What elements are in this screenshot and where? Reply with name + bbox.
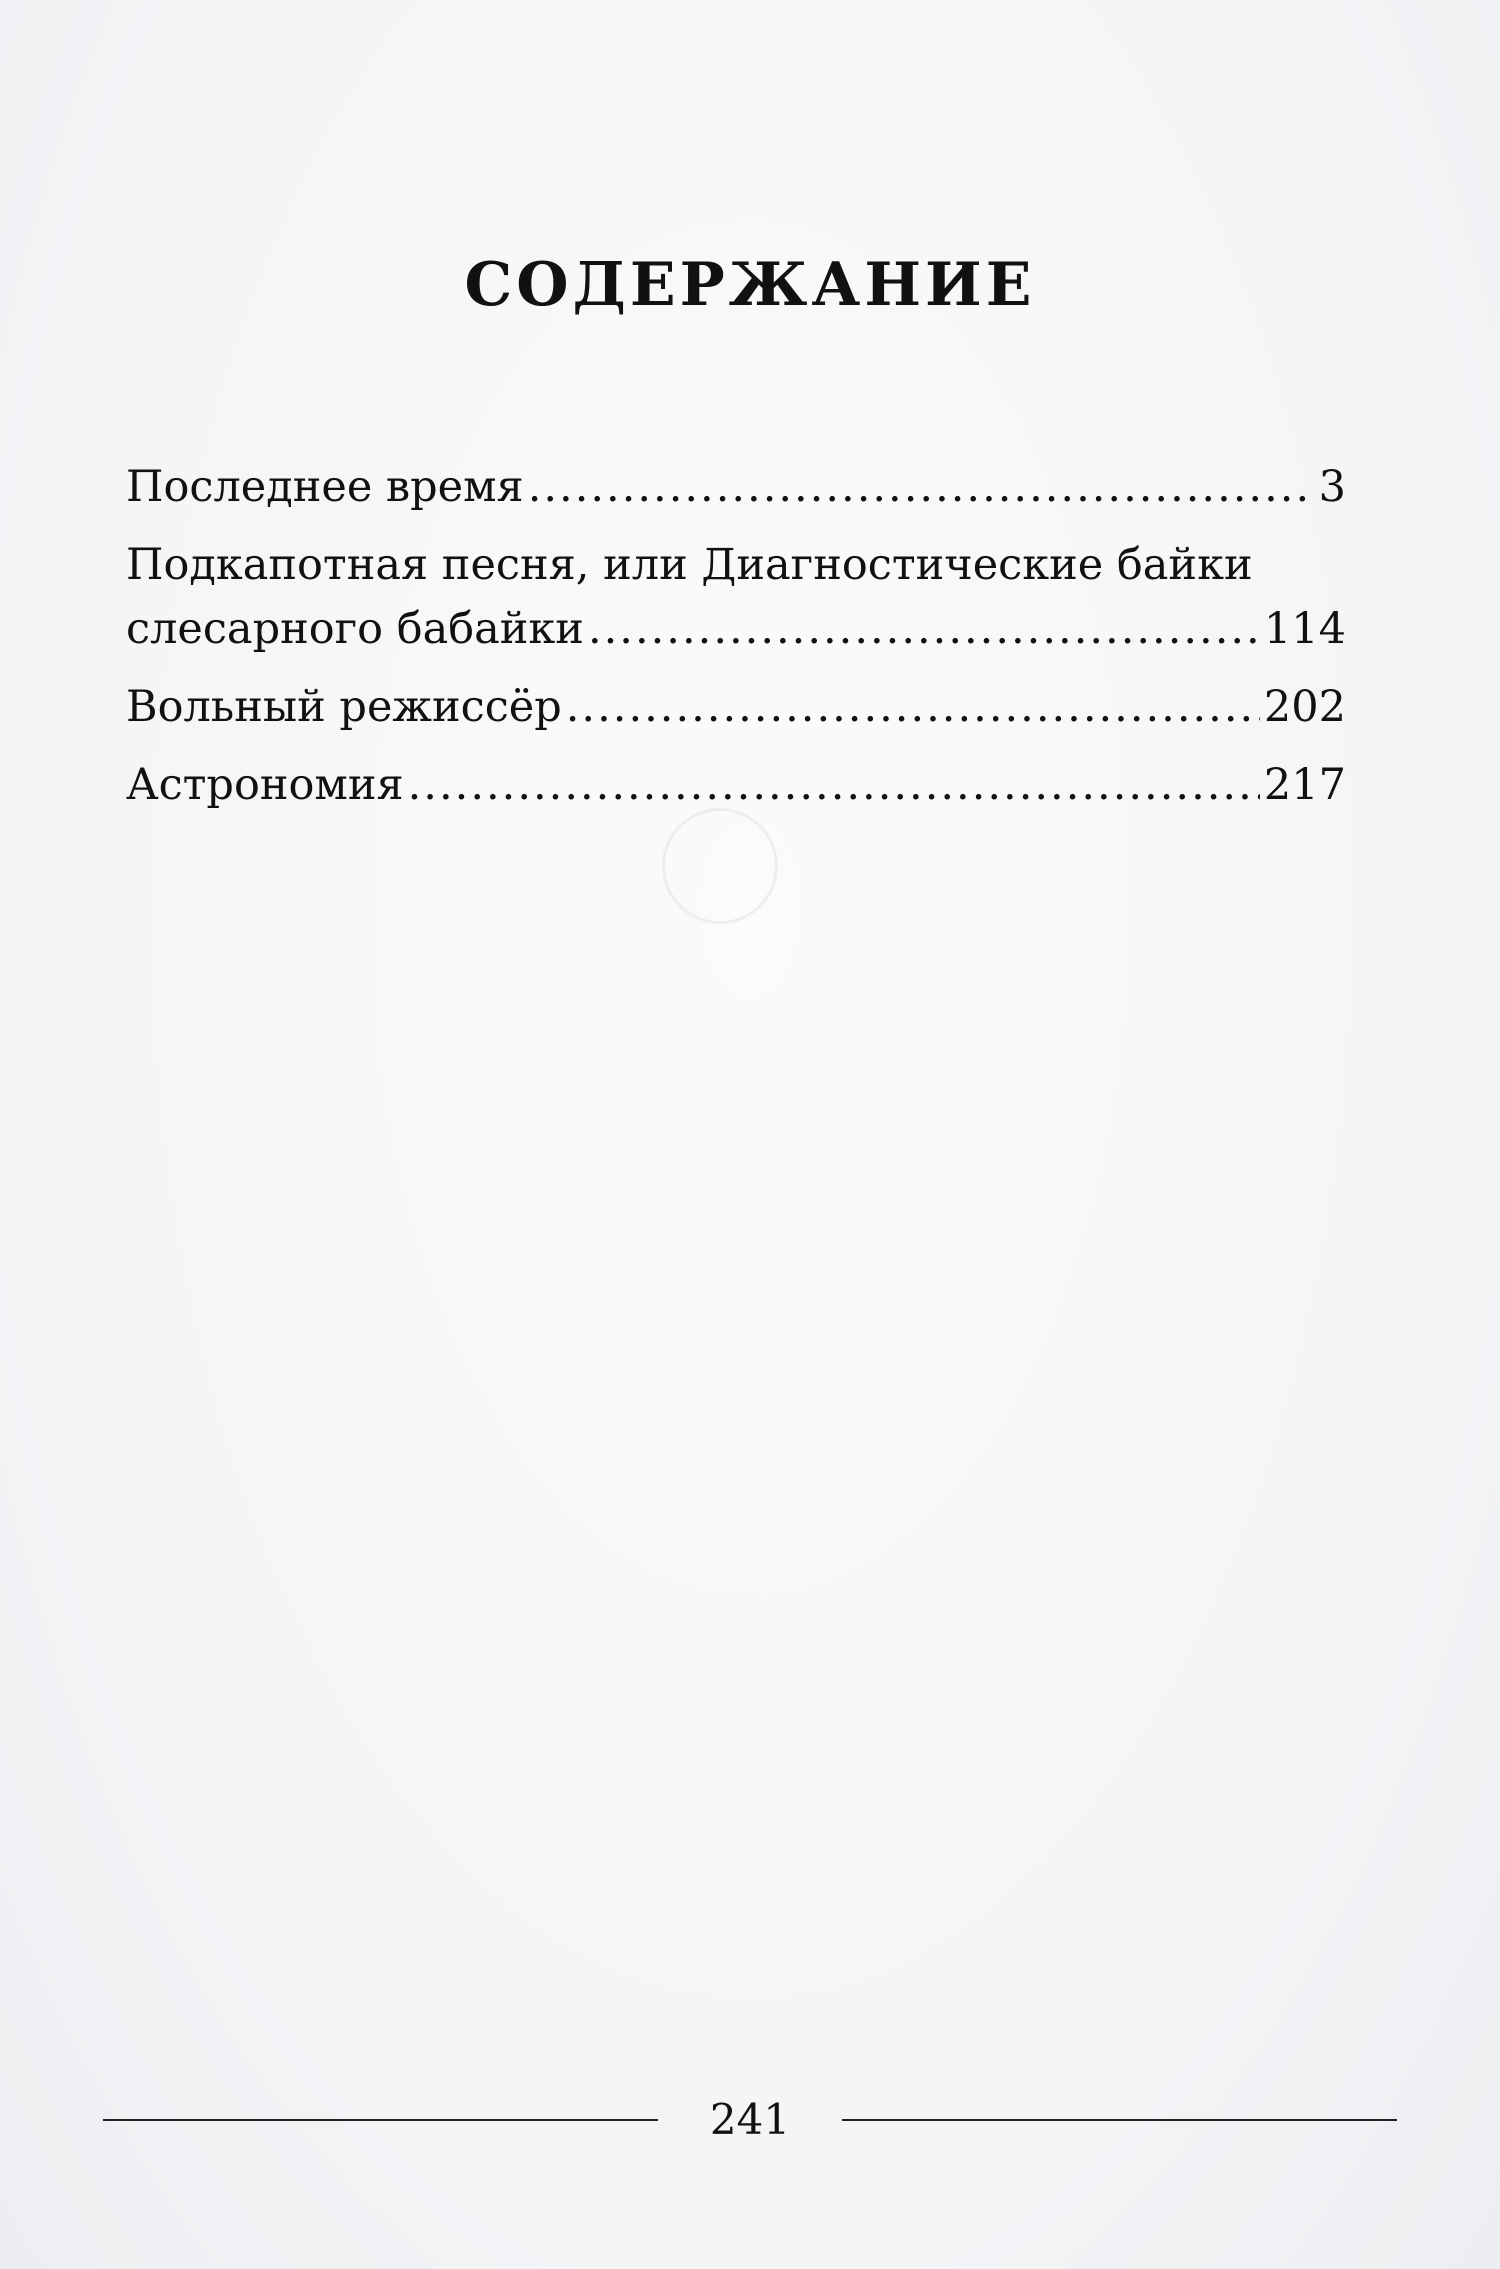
footer-rule-left — [103, 2119, 658, 2121]
table-of-contents — [126, 455, 1346, 817]
toc-entry-title: Последнее время — [126, 462, 524, 512]
dot-leader — [566, 675, 1260, 739]
toc-entry-title-line1: Подкапотная песня, или Диагностические байки — [126, 540, 1253, 590]
toc-entry — [126, 675, 1346, 739]
toc-entry-title: Астрономия — [126, 760, 404, 810]
toc-entry-page: 114 — [1263, 604, 1346, 654]
toc-entry — [126, 533, 1346, 661]
dot-leader — [528, 455, 1315, 519]
page-footer — [0, 2095, 1500, 2144]
toc-entry-page: 217 — [1263, 760, 1346, 810]
footer-rule-right — [842, 2119, 1397, 2121]
toc-entry-page: 202 — [1263, 682, 1346, 732]
dot-leader — [588, 597, 1260, 661]
toc-entry-page: 3 — [1318, 462, 1346, 512]
dot-leader — [408, 753, 1260, 817]
bleed-through-mark — [662, 808, 778, 924]
toc-entry — [126, 455, 1346, 519]
toc-entry-title-line2: слесарного бабайки — [126, 604, 584, 654]
toc-heading: СОДЕРЖАНИЕ — [464, 250, 1036, 320]
toc-entry-title: Вольный режиссёр — [126, 682, 562, 732]
toc-entry — [126, 753, 1346, 817]
page-number: 241 — [709, 2095, 791, 2144]
